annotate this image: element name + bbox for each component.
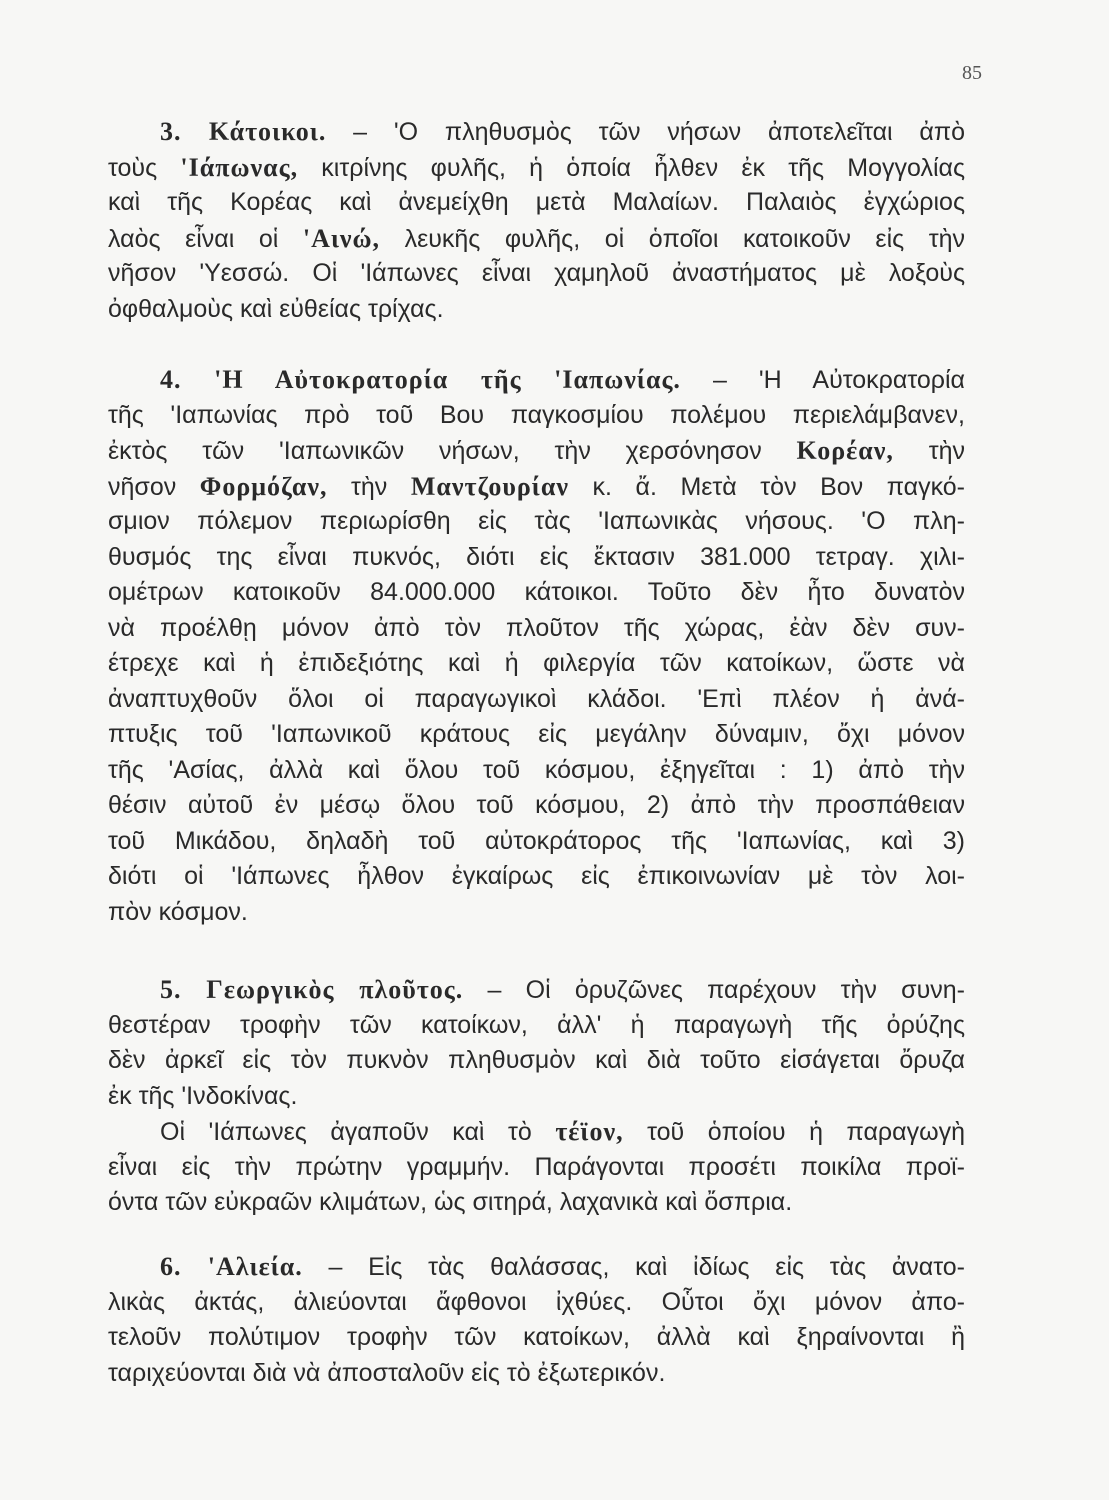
text-run: ἐκ τῆς 'Ινδοκίνας. [108, 1081, 298, 1110]
section-katoikoi [108, 114, 965, 327]
text-run: τελοῦν πολύτιμον τροφὴν τῶν κατοίκων, ἀλλὰ καὶ ξηραίνονται ἢ [108, 1323, 965, 1351]
bold-term: 4. 'Η Αὐτοκρατορία τῆς 'Ιαπωνίας. [160, 365, 681, 394]
text-run: πὸν κόσμον. [108, 897, 248, 926]
text-run: καὶ τῆς Κορέας καὶ ἀνεμείχθη μετὰ Μαλαίων. Παλαιὸς ἐγχώριος [108, 188, 965, 216]
text-run: δὲν ἀρκεῖ εἰς τὸν πυκνὸν πληθυσμὸν καὶ διὰ τοῦτο εἰσάγεται ὄρυζα [108, 1046, 965, 1074]
text-line [108, 972, 965, 1008]
text-run: θέσιν αὐτοῦ ἐν μέσῳ ὅλου τοῦ κόσμου, 2) ἀπὸ τὴν προσπάθειαν [108, 791, 965, 819]
bold-term: 3. Κάτοικοι. [160, 117, 327, 146]
text-run: λαὸς εἶναι οἱ [108, 224, 303, 253]
bold-term: Φορμόζαν, [199, 471, 328, 501]
text-run: – Οἱ ὀρυζῶνες παρέχουν τὴν συνη- [463, 976, 965, 1004]
bold-term: 5. Γεωργικὸς πλοῦτος. [160, 975, 464, 1004]
bold-term: Κορέαν, [796, 436, 894, 465]
text-run: σμιον πόλεμον περιωρίσθη εἰς τὰς 'Ιαπωνικὰς νήσους. 'Ο πλη- [108, 507, 965, 535]
text-line [108, 1008, 965, 1044]
text-run: ομέτρων κατοικοῦν 84.000.000 κάτοικοι. Τοῦτο δὲν ἦτο δυνατὸν [108, 578, 965, 606]
text-run: τοῦ Μικάδου, δηλαδὴ τοῦ αὐτοκράτορος τῆς 'Ιαπωνίας, καὶ 3) [108, 826, 965, 855]
text-line [108, 1185, 965, 1221]
text-line [108, 540, 965, 576]
text-run: έτρεχε καὶ ἡ ἐπιδεξιότης καὶ ἡ φιλεργία τῶν κατοίκων, ὥστε νὰ [108, 649, 965, 677]
bold-term: τέϊον, [555, 1117, 624, 1146]
text-run: – 'Ο πληθυσμὸς τῶν νήσων ἀποτελεῖται ἀπὸ [326, 118, 965, 146]
text-line [108, 788, 965, 824]
text-run: νὰ προέλθῃ μόνον ἀπὸ τὸν πλοῦτον τῆς χώρας, ἐὰν δὲν συν- [108, 613, 965, 642]
section-autokratoria [108, 362, 965, 930]
text-run: θυσμός της εἶναι πυκνός, διότι εἰς ἔκτασιν 381.000 τετραγ. χιλι- [108, 542, 965, 571]
text-line [108, 292, 965, 328]
text-line [108, 895, 965, 931]
text-line [108, 1150, 965, 1186]
text-line [108, 256, 965, 292]
text-run: κ. ἄ. Μετὰ τὸν Βον παγκό- [568, 472, 965, 501]
text-line [108, 717, 965, 753]
bold-term: Μαντζουρίαν [410, 471, 569, 501]
section-alieia [108, 1249, 965, 1391]
text-run: όντα τῶν εὐκραῶν κλιμάτων, ὡς σιτηρά, λαχανικὰ καὶ ὄσπρια. [108, 1188, 793, 1216]
text-line [108, 753, 965, 789]
bold-term: 6. 'Αλιεία. [160, 1252, 303, 1281]
text-run: τῆς 'Ιαπωνίας πρὸ τοῦ Βου παγκοσμίου πολέμου περιελάμβανεν, [108, 400, 965, 429]
text-run: θεστέραν τροφὴν τῶν κατοίκων, ἀλλ' ἡ παραγωγὴ τῆς ὀρύζης [108, 1010, 965, 1039]
text-line [108, 824, 965, 860]
text-run: ἐκτὸς τῶν 'Ιαπωνικῶν νήσων, τὴν χερσόνησον [108, 437, 797, 465]
text-run: Οἱ 'Ιάπωνες ἀγαποῦν καὶ τὸ [160, 1118, 556, 1146]
text-run: τὴν [327, 472, 411, 501]
text-run: ὀφθαλμοὺς καὶ εὐθείας τρίχας. [108, 294, 444, 323]
text-line [108, 504, 965, 540]
text-line [108, 433, 965, 469]
text-line [108, 1043, 965, 1079]
text-run: – 'Η Αὐτοκρατορία [680, 366, 965, 394]
text-run: εἶναι εἰς τὴν πρώτην γραμμήν. Παράγονται προσέτι ποικίλα προϊ- [108, 1152, 965, 1181]
text-line [108, 1320, 965, 1356]
text-line [108, 362, 965, 398]
text-run: ταριχεύονται διὰ νὰ ἀποσταλοῦν εἰς τὸ ἐξωτερικόν. [108, 1358, 666, 1387]
text-line [108, 1356, 965, 1392]
text-run: τοὺς [108, 153, 181, 182]
text-line [108, 398, 965, 434]
text-line [108, 611, 965, 647]
text-line [108, 1079, 965, 1115]
text-line [108, 114, 965, 150]
text-line [108, 221, 965, 257]
text-line [108, 646, 965, 682]
text-run: νῆσον 'Υεσσώ. Οἱ 'Ιάπωνες εἶναι χαμηλοῦ ἀναστήματος μὲ λοξοὺς [108, 259, 965, 287]
text-line [108, 1249, 965, 1285]
text-line [108, 1114, 965, 1150]
text-line [108, 682, 965, 718]
text-run: τῆς 'Ασίας, ἀλλὰ καὶ ὅλου τοῦ κόσμου, ἐξηγεῖται : 1) ἀπὸ τὴν [108, 755, 965, 784]
text-run: λευκῆς φυλῆς, οἱ ὁποῖοι κατοικοῦν εἰς τὴν [380, 224, 965, 253]
text-line [108, 150, 965, 186]
text-run: κιτρίνης φυλῆς, ἡ ὁποία ἦλθεν ἐκ τῆς Μογγολίας [298, 153, 966, 182]
text-line [108, 575, 965, 611]
page-number: 85 [962, 62, 982, 84]
text-line [108, 185, 965, 221]
text-line [108, 859, 965, 895]
text-run: τὴν [893, 437, 965, 465]
text-run: νῆσον [108, 472, 200, 501]
text-line [108, 1285, 965, 1321]
text-run: – Εἰς τὰς θαλάσσας, καὶ ἰδίως εἰς τὰς ἀνατο- [302, 1253, 965, 1281]
text-run: πτυξις τοῦ 'Ιαπωνικοῦ κράτους εἰς μεγάλην δύναμιν, ὄχι μόνον [108, 720, 965, 748]
text-run: ἀναπτυχθοῦν ὅλοι οἱ παραγωγικοὶ κλάδοι. 'Επὶ πλέον ἡ ἀνά- [108, 684, 965, 713]
text-run: διότι οἱ 'Ιάπωνες ἦλθον ἐγκαίρως εἰς ἐπικοινωνίαν μὲ τὸν λοι- [108, 862, 965, 890]
section-georgikos [108, 972, 965, 1221]
text-run: λικὰς ἀκτάς, ἁλιεύονται ἄφθονοι ἰχθύες. Οὗτοι ὄχι μόνον ἀπο- [108, 1287, 965, 1316]
text-line [108, 469, 965, 505]
text-run: τοῦ ὁποίου ἡ παραγωγὴ [623, 1118, 966, 1146]
bold-term: 'Αινώ, [302, 223, 381, 253]
bold-term: 'Ιάπωνας, [180, 152, 299, 182]
